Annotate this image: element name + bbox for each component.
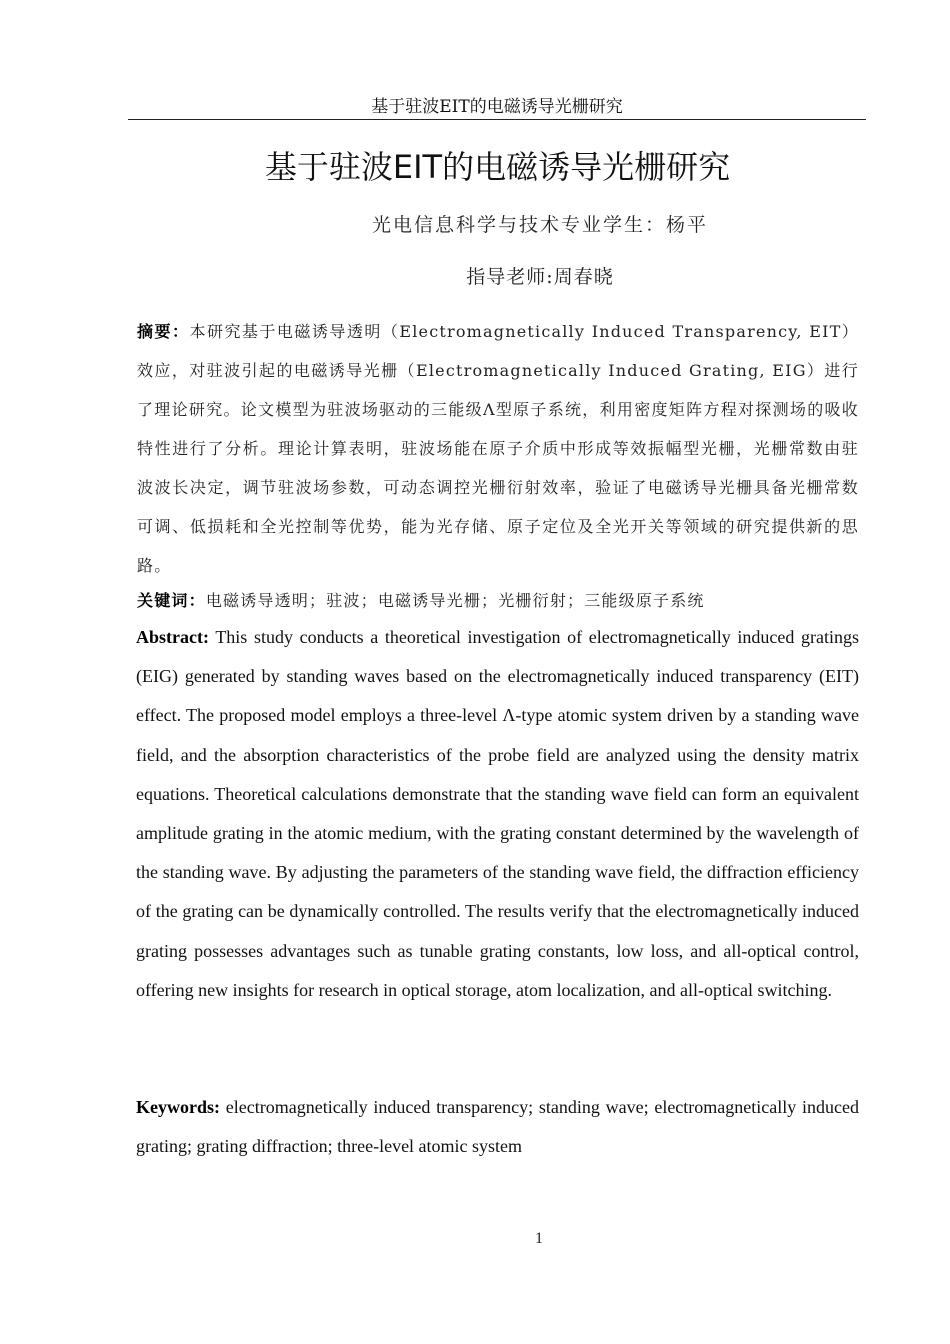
- keywords-chinese-label: 关键词：: [137, 591, 206, 610]
- keywords-english-text: electromagnetically induced transparency; standing wave; electromagnetically induced grating; grating diffraction; three-level atomic system: [136, 1097, 859, 1156]
- keywords-chinese: [137, 584, 859, 618]
- keywords-chinese-text: 电磁诱导透明；驻波；电磁诱导光栅；光栅衍射；三能级原子系统: [205, 591, 705, 610]
- abstract-chinese-text: 本研究基于电磁诱导透明（Electromagnetically Induced Transparency, EIT）效应，对驻波引起的电磁诱导光栅（Electromagnetically Induced Grating, EIG）进行了理论研究。论文模型为驻波场驱动的三能级Λ型原子系统，利用密度矩阵方程对探测场的吸收特性进行了分析。理论计算表明，驻波场能在原子介质中形成等效振幅型光栅，光栅常数由驻波波长决定，调节驻波场参数，可动态调控光栅衍射效率，验证了电磁诱导光栅具备光栅常数可调、低损耗和全光控制等优势，能为光存储、原子定位及全光开关等领域的研究提供新的思路。: [137, 322, 859, 575]
- abstract-english-label: Abstract:: [136, 627, 209, 647]
- keywords-english-label: Keywords:: [136, 1097, 220, 1117]
- paper-title: 基于驻波EIT的电磁诱导光栅研究: [264, 148, 731, 186]
- abstract-chinese-label: 摘要：: [137, 322, 190, 341]
- abstract-english-text: This study conducts a theoretical investigation of electromagnetically induced gratings (EIG) generated by standing waves based on the electromagnetically induced transparency (EIT) effect. The proposed model employs a three-level Λ-type atomic system driven by a standing wave field, and the absorption characteristics of the probe field are analyzed using the density matrix equations. Theoretical calculations demonstrate that the standing wave field can form an equivalent amplitude grating in the atomic medium, with the grating constant determined by the wavelength of the standing wave. By adjusting the parameters of the standing wave field, the diffraction efficiency of the grating can be dynamically controlled. The results verify that the electromagnetically induced grating possesses advantages such as tunable grating constants, low loss, and all-optical control, offering new insights for research in optical storage, atom localization, and all-optical switching.: [136, 627, 859, 1000]
- keywords-english: [136, 1088, 859, 1166]
- advisor-line: 指导老师:周春晓: [466, 266, 614, 288]
- page-number: 1: [535, 1230, 543, 1247]
- abstract-chinese: [137, 312, 859, 585]
- author-line: 光电信息科学与技术专业学生：杨平: [371, 214, 708, 236]
- abstract-english: [136, 618, 859, 1010]
- running-header: 基于驻波EIT的电磁诱导光栅研究: [128, 92, 866, 120]
